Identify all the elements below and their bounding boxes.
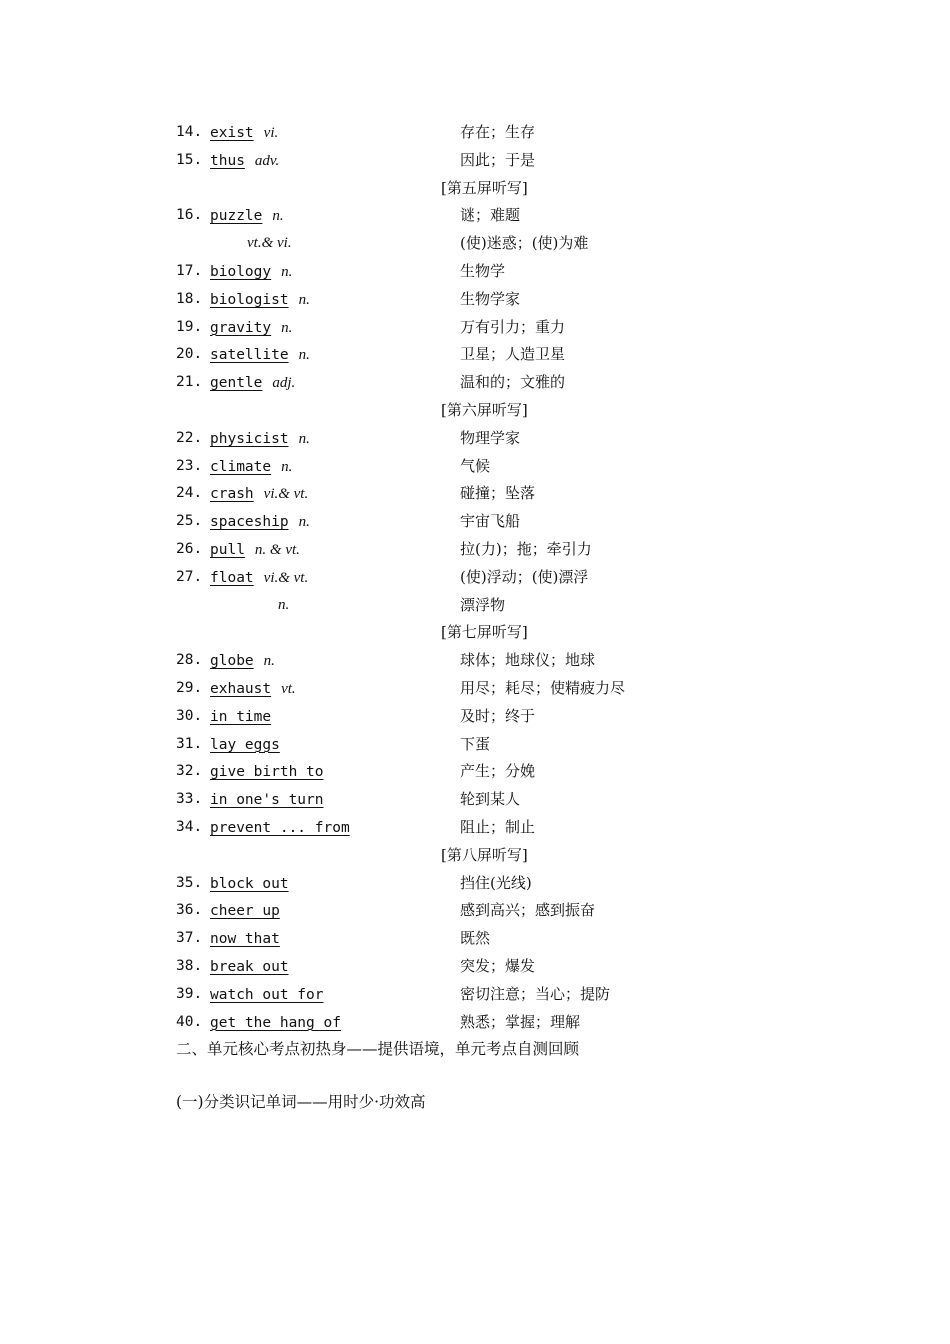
entry-number: 20.	[176, 346, 203, 363]
term-group	[210, 452, 292, 481]
term-group	[210, 424, 310, 453]
term-group	[210, 869, 289, 898]
english-term: crash	[210, 486, 254, 503]
vocab-entry	[0, 702, 950, 730]
part-of-speech: n.	[281, 319, 293, 336]
part-of-speech: adv.	[254, 152, 280, 169]
part-of-speech: n.	[298, 514, 310, 531]
part-of-speech: n.	[263, 653, 275, 670]
vocab-continuation-row	[0, 229, 950, 257]
chinese-meaning: 既然	[460, 929, 491, 948]
chinese-meaning: 宇宙飞船	[460, 512, 521, 531]
section-label: [第七屏听写]	[441, 623, 528, 642]
chinese-meaning: 及时；终于	[460, 706, 536, 725]
chinese-meaning: 阻止；制止	[460, 818, 536, 836]
vocab-entry	[0, 535, 950, 563]
chinese-meaning: 卫星；人造卫星	[460, 345, 566, 364]
english-term: get the hang of	[210, 1014, 341, 1031]
vocab-entry	[0, 507, 950, 535]
term-group	[210, 813, 350, 842]
vocab-entry	[0, 146, 950, 174]
english-term: physicist	[210, 430, 289, 447]
vocab-entry	[0, 563, 950, 591]
vocab-entry	[0, 340, 950, 368]
subsection-heading-word-memory: (一)分类识记单词——用时少·功效高	[176, 1093, 426, 1111]
chinese-meaning: 生物学家	[460, 289, 521, 308]
section-label-row	[0, 396, 950, 424]
entry-number: 17.	[176, 263, 203, 279]
term-group	[210, 896, 280, 925]
term-group	[210, 563, 308, 592]
vocab-entry	[0, 257, 950, 285]
english-term: gentle	[210, 375, 263, 392]
vocab-entry	[0, 646, 950, 674]
part-of-speech: vt.& vi.	[247, 235, 292, 252]
part-of-speech: n.	[272, 208, 284, 225]
entry-number: 34.	[176, 819, 203, 835]
vocab-entry	[0, 285, 950, 313]
english-term: biologist	[210, 291, 289, 308]
vocab-entry	[0, 1008, 950, 1036]
term-group	[210, 507, 310, 536]
vocab-entry	[0, 118, 950, 146]
vocab-entry	[0, 785, 950, 813]
entry-number: 38.	[176, 958, 203, 974]
english-term: pull	[210, 542, 245, 558]
english-term: exist	[210, 125, 254, 141]
english-term: in time	[210, 708, 272, 725]
part-of-speech: vi.	[263, 125, 279, 141]
entry-number: 26.	[176, 541, 203, 557]
entry-number: 21.	[176, 374, 203, 391]
entry-number: 39.	[176, 985, 203, 1002]
section-label: [第五屏听写]	[441, 178, 528, 197]
chinese-meaning: (使)迷惑；(使)为难	[460, 234, 589, 253]
vocab-entry	[0, 730, 950, 758]
chinese-meaning: 物理学家	[460, 428, 521, 447]
term-group	[210, 646, 275, 675]
chinese-meaning: 用尽；耗尽；使精疲力尽	[460, 679, 626, 697]
entry-number: 14.	[176, 124, 203, 140]
vocab-entry	[0, 813, 950, 841]
entry-number: 25.	[176, 513, 203, 530]
term-group	[210, 118, 278, 147]
part-of-speech: n.	[298, 430, 310, 447]
section-label-row	[0, 174, 950, 202]
part-of-speech: n.	[298, 347, 310, 364]
term-group	[210, 757, 324, 786]
english-term: break out	[210, 959, 289, 975]
term-group	[210, 368, 295, 397]
entry-number: 37.	[176, 930, 203, 947]
term-group	[210, 146, 279, 175]
term-group	[210, 535, 300, 564]
term-group	[210, 785, 324, 814]
term-group	[210, 980, 324, 1009]
english-term: block out	[210, 875, 289, 892]
english-term: now that	[210, 931, 280, 948]
english-term: lay eggs	[210, 736, 280, 753]
part-of-speech: vi.& vt.	[263, 486, 309, 503]
english-term: biology	[210, 264, 272, 280]
section-label: [第八屏听写]	[441, 845, 528, 864]
chinese-meaning: 因此；于是	[460, 150, 536, 169]
entry-number: 16.	[176, 207, 203, 224]
entry-number: 32.	[176, 763, 203, 780]
chinese-meaning: 存在；生存	[460, 123, 536, 141]
part-of-speech: n.	[278, 596, 290, 613]
section-heading-core-points: 二、单元核心考点初热身——提供语境，单元考点自测回顾	[176, 1040, 580, 1058]
chinese-meaning: 拉(力)；拖；牵引力	[460, 540, 592, 558]
chinese-meaning: 碰撞；坠落	[460, 484, 536, 503]
entry-number: 40.	[176, 1013, 203, 1030]
term-group	[210, 257, 292, 286]
chinese-meaning: 谜；难题	[460, 206, 521, 225]
chinese-meaning: 温和的；文雅的	[460, 373, 566, 392]
english-term: in one's turn	[210, 792, 324, 809]
chinese-meaning: 熟悉；掌握；理解	[460, 1012, 581, 1031]
english-term: gravity	[210, 319, 272, 336]
term-group	[210, 479, 308, 508]
chinese-meaning: 下蛋	[460, 734, 491, 753]
entry-number: 19.	[176, 318, 203, 335]
english-term: spaceship	[210, 514, 289, 531]
vocab-entry	[0, 757, 950, 785]
entry-number: 30.	[176, 707, 203, 724]
english-term: cheer up	[210, 903, 280, 920]
vocab-entry	[0, 368, 950, 396]
english-term: globe	[210, 653, 254, 670]
english-term: watch out for	[210, 986, 324, 1003]
part-of-speech: vt.	[281, 681, 296, 697]
entry-number: 24.	[176, 485, 203, 502]
vocab-continuation-row	[0, 591, 950, 619]
section-label-row	[0, 618, 950, 646]
chinese-meaning: 挡住(光线)	[460, 873, 532, 892]
term-group	[210, 313, 292, 342]
entry-number: 18.	[176, 290, 203, 307]
english-term: puzzle	[210, 208, 263, 225]
term-group	[210, 285, 310, 314]
entry-number: 27.	[176, 568, 203, 585]
part-of-speech: n. & vt.	[254, 542, 300, 558]
chinese-meaning: 漂浮物	[460, 595, 506, 614]
entry-number: 28.	[176, 652, 203, 669]
part-of-speech: n.	[281, 264, 293, 280]
chinese-meaning: 气候	[460, 456, 491, 475]
english-term: float	[210, 569, 254, 586]
section-label: [第六屏听写]	[441, 401, 528, 419]
chinese-meaning: 生物学	[460, 262, 506, 280]
chinese-meaning: 产生；分娩	[460, 762, 536, 781]
vocab-entry	[0, 452, 950, 480]
entry-number: 23.	[176, 457, 203, 474]
vocab-entry	[0, 896, 950, 924]
term-group	[210, 1008, 341, 1037]
english-term: satellite	[210, 347, 289, 364]
chinese-meaning: (使)浮动；(使)漂浮	[460, 567, 589, 586]
entry-number: 33.	[176, 791, 203, 808]
vocab-entry	[0, 479, 950, 507]
entry-number: 29.	[176, 680, 203, 696]
entry-number: 31.	[176, 735, 203, 752]
vocab-entry	[0, 952, 950, 980]
english-term: thus	[210, 152, 245, 169]
vocab-entry	[0, 869, 950, 897]
english-term: give birth to	[210, 764, 324, 781]
term-group	[210, 674, 296, 703]
part-of-speech: n.	[298, 291, 310, 308]
entry-number: 35.	[176, 874, 203, 891]
english-term: exhaust	[210, 681, 272, 697]
section-label-row	[0, 841, 950, 869]
vocab-entry	[0, 674, 950, 702]
english-term: prevent ... from	[210, 820, 350, 836]
part-of-speech: adj.	[272, 375, 296, 392]
entry-number: 15.	[176, 151, 203, 168]
chinese-meaning: 轮到某人	[460, 790, 521, 809]
term-group	[210, 924, 280, 953]
chinese-meaning: 球体；地球仪；地球	[460, 651, 596, 670]
vocab-entry	[0, 924, 950, 952]
entry-number: 22.	[176, 429, 203, 446]
vocab-entry	[0, 424, 950, 452]
vocab-entry	[0, 980, 950, 1008]
term-group	[210, 201, 284, 230]
chinese-meaning: 万有引力；重力	[460, 317, 566, 336]
entry-number: 36.	[176, 902, 203, 919]
vocab-entry	[0, 201, 950, 229]
term-group	[210, 952, 289, 981]
term-group	[210, 702, 271, 731]
part-of-speech: vi.& vt.	[263, 569, 309, 586]
term-group	[210, 730, 280, 759]
english-term: climate	[210, 458, 272, 475]
term-group	[210, 340, 310, 369]
chinese-meaning: 感到高兴；感到振奋	[460, 901, 596, 920]
chinese-meaning: 突发；爆发	[460, 957, 536, 975]
vocab-entry	[0, 313, 950, 341]
part-of-speech: n.	[281, 458, 293, 475]
chinese-meaning: 密切注意；当心；提防	[460, 984, 611, 1003]
